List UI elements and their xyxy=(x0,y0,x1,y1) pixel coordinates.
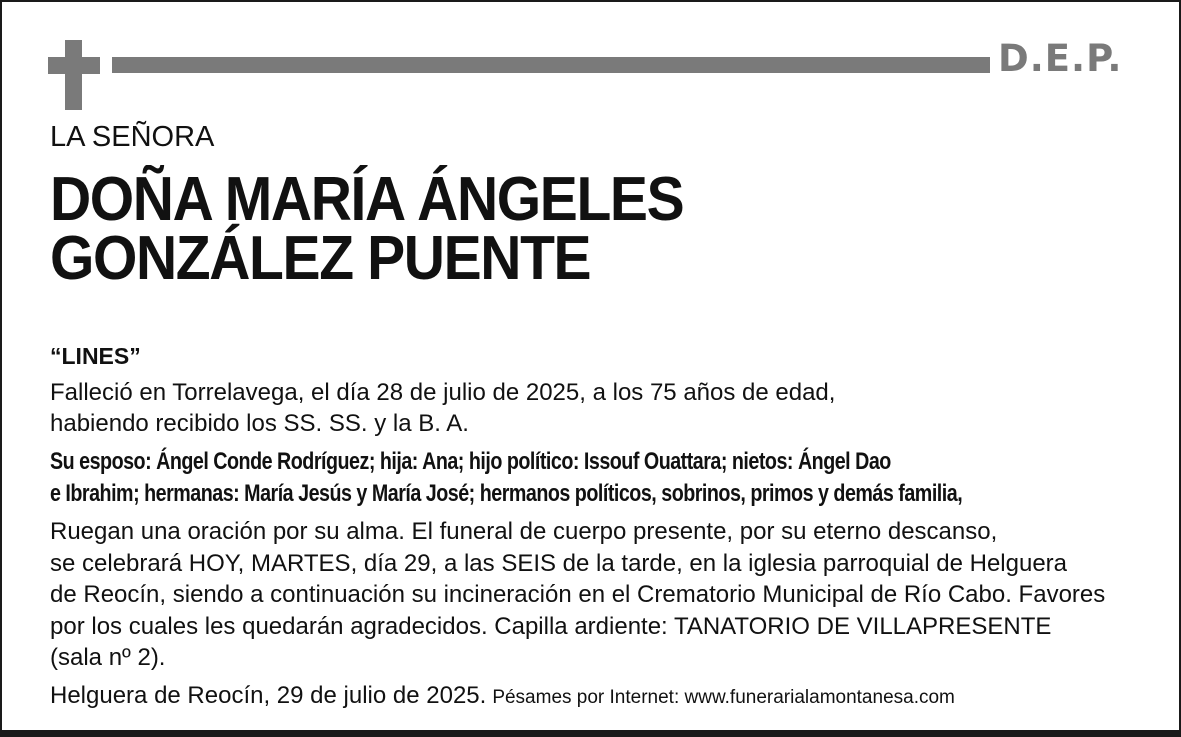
funeral-details xyxy=(50,516,1105,674)
nickname: “LINES” xyxy=(50,343,141,369)
death-notice xyxy=(50,377,835,439)
dep-label: D.E.P. xyxy=(998,37,1123,80)
family-list-line-1: Su esposo: Ángel Conde Rodríguez; hija: Ana; hijo político: Issouf Ouattara; nietos: Ángel Dao xyxy=(50,448,891,475)
funeral-details-line-3: de Reocín, siendo a continuación su incineración en el Crematorio Municipal de Río Cabo. Favores xyxy=(50,581,1106,608)
deceased-name xyxy=(50,165,684,293)
family-list-line-2: e Ibrahim; hermanas: María Jesús y María José; hermanos políticos, sobrinos, primos y demás familia, xyxy=(50,480,963,507)
death-notice-line-2: habiendo recibido los SS. SS. y la B. A. xyxy=(50,410,469,437)
funeral-details-line-4: por los cuales les quedarán agradecidos. Capilla ardiente: TANATORIO DE VILLAPRESENTE xyxy=(50,612,1052,640)
footer xyxy=(50,681,955,713)
deceased-name-line-2: GONZÁLEZ PUENTE xyxy=(50,224,591,293)
funeral-details-line-5: (sala nº 2). xyxy=(50,644,166,671)
family-list xyxy=(50,446,962,510)
header-rule xyxy=(112,57,990,73)
funeral-details-line-2: se celebrará HOY, MARTES, día 29, a las SEIS de la tarde, en la iglesia parroquial de Helguera xyxy=(50,549,1068,577)
condolences-website: Pésames por Internet: www.funerarialamontanesa.com xyxy=(492,687,955,708)
honorific: LA SEÑORA xyxy=(50,121,215,153)
place-date: Helguera de Reocín, 29 de julio de 2025. xyxy=(50,682,487,709)
deceased-name-line-1: DOÑA MARÍA ÁNGELES xyxy=(50,165,684,234)
funeral-details-line-1: Ruegan una oración por su alma. El funeral de cuerpo presente, por su eterno descanso, xyxy=(50,518,998,545)
death-notice-line-1: Falleció en Torrelavega, el día 28 de julio de 2025, a los 75 años de edad, xyxy=(50,379,836,406)
cross-icon xyxy=(48,40,100,110)
